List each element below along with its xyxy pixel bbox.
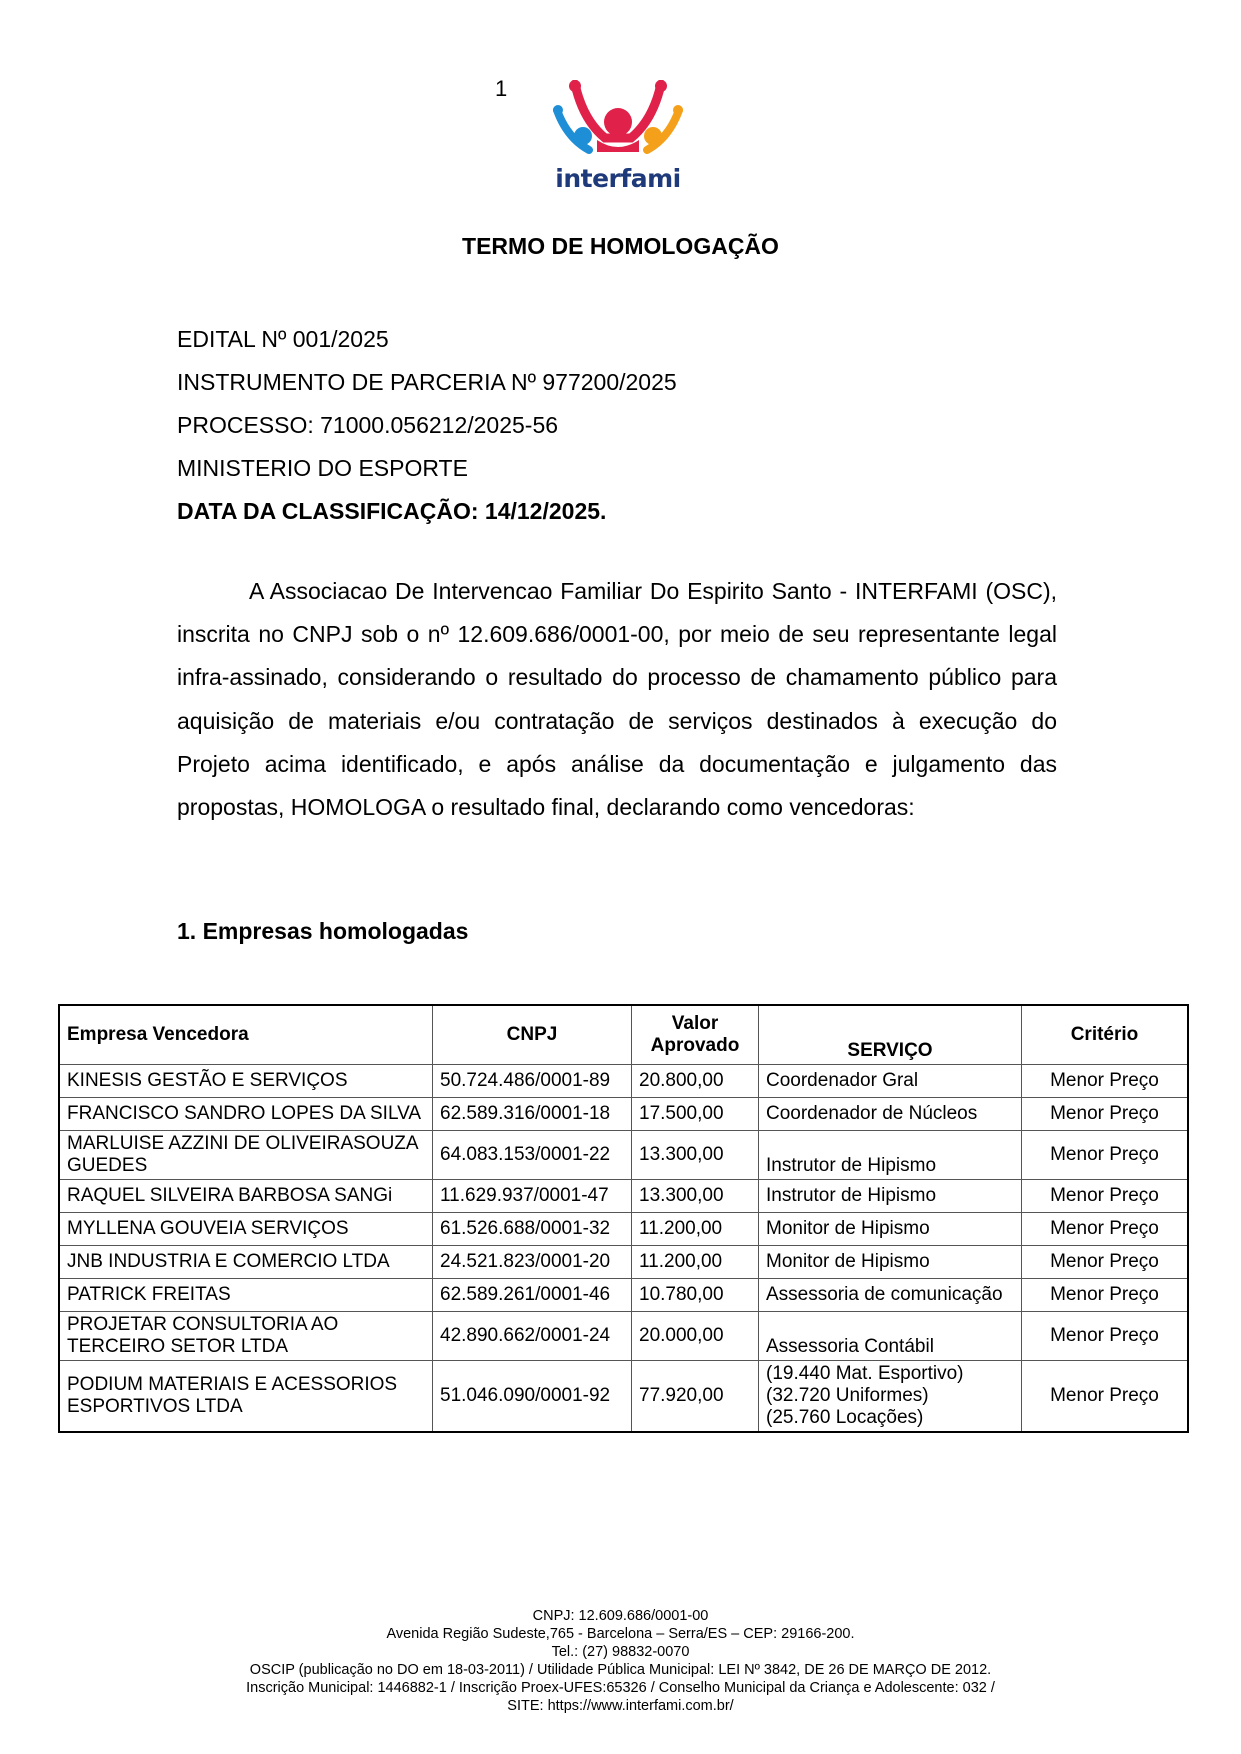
document-meta: [177, 318, 677, 533]
cell-servico: Assessoria de comunicação: [759, 1279, 1022, 1312]
table-row: [59, 1361, 1188, 1433]
footer-site-link[interactable]: SITE: https://www.interfami.com.br/: [507, 1698, 734, 1714]
cell-servico: Instrutor de Hipismo: [759, 1180, 1022, 1213]
data-classificacao: DATA DA CLASSIFICAÇÃO: 14/12/2025.: [177, 498, 607, 524]
footer-registrations: Inscrição Municipal: 1446882-1 / Inscrição Proex-UFES:65326 / Conselho Municipal da Criança e Adolescente: 032 /: [246, 1680, 995, 1696]
cell-valor: 20.800,00: [632, 1065, 759, 1098]
footer-oscip: OSCIP (publicação no DO em 18-03-2011) / Utilidade Pública Municipal: LEI Nº 3842, DE 26 DE MARÇO DE 2012.: [249, 1662, 992, 1678]
cell-valor: 11.200,00: [632, 1246, 759, 1279]
ministerio: MINISTERIO DO ESPORTE: [177, 455, 468, 481]
cell-servico: Coordenador de Núcleos: [759, 1098, 1022, 1131]
instrumento-parceria: INSTRUMENTO DE PARCERIA Nº 977200/2025: [177, 369, 677, 395]
cell-valor: 13.300,00: [632, 1131, 759, 1180]
header-cnpj: CNPJ: [433, 1005, 632, 1065]
cell-servico: [759, 1361, 1022, 1433]
cell-servico: Monitor de Hipismo: [759, 1213, 1022, 1246]
cell-valor: 13.300,00: [632, 1180, 759, 1213]
cell-cnpj: 61.526.688/0001-32: [433, 1213, 632, 1246]
cell-servico: Coordenador Gral: [759, 1065, 1022, 1098]
cell-empresa: PODIUM MATERIAIS E ACESSORIOS ESPORTIVOS LTDA: [59, 1361, 433, 1433]
table-row: [59, 1098, 1188, 1131]
header-servico: SERVIÇO: [759, 1005, 1022, 1065]
cell-empresa: MARLUISE AZZINI DE OLIVEIRASOUZA GUEDES: [59, 1131, 433, 1180]
cell-criterio: Menor Preço: [1022, 1131, 1189, 1180]
section-title: 1. Empresas homologadas: [177, 918, 469, 944]
cell-empresa: MYLLENA GOUVEIA SERVIÇOS: [59, 1213, 433, 1246]
table-row: [59, 1131, 1188, 1180]
logo-figures-icon: [553, 80, 683, 164]
servico-line: (25.760 Locações): [766, 1407, 924, 1428]
cell-criterio: Menor Preço: [1022, 1098, 1189, 1131]
cell-valor: 17.500,00: [632, 1098, 759, 1131]
cell-empresa: PATRICK FREITAS: [59, 1279, 433, 1312]
footer-cnpj: CNPJ: 12.609.686/0001-00: [532, 1608, 709, 1624]
cell-servico: Monitor de Hipismo: [759, 1246, 1022, 1279]
servico-line: (32.720 Uniformes): [766, 1385, 929, 1406]
cell-cnpj: 42.890.662/0001-24: [433, 1312, 632, 1361]
table-row: [59, 1312, 1188, 1361]
table-row: [59, 1065, 1188, 1098]
header-valor: Valor Aprovado: [632, 1005, 759, 1065]
table-row: [59, 1246, 1188, 1279]
cell-criterio: Menor Preço: [1022, 1279, 1189, 1312]
edital-number: EDITAL Nº 001/2025: [177, 326, 389, 352]
cell-empresa: KINESIS GESTÃO E SERVIÇOS: [59, 1065, 433, 1098]
document-title: TERMO DE HOMOLOGAÇÃO: [462, 233, 779, 259]
header-criterio: Critério: [1022, 1005, 1189, 1065]
cell-empresa: PROJETAR CONSULTORIA AO TERCEIRO SETOR LTDA: [59, 1312, 433, 1361]
cell-criterio: Menor Preço: [1022, 1246, 1189, 1279]
cell-valor: 20.000,00: [632, 1312, 759, 1361]
cell-criterio: Menor Preço: [1022, 1361, 1189, 1433]
logo-text: interfami: [555, 164, 681, 193]
interfami-logo: [553, 80, 683, 195]
homologated-companies-table: [58, 1004, 1189, 1433]
cell-criterio: Menor Preço: [1022, 1180, 1189, 1213]
table-row: [59, 1279, 1188, 1312]
cell-cnpj: 62.589.316/0001-18: [433, 1098, 632, 1131]
page-number: 1: [495, 76, 508, 101]
paragraph-text: A Associacao De Intervencao Familiar Do Espirito Santo - INTERFAMI (OSC), inscrita no CNPJ sob o nº 12.609.686/0001-00, por meio de seu representante legal infra-assinado, considerando o resultado do processo de chamamento público para aquisição de materiais e/ou contratação de serviços destinados à execução do Projeto acima identificado, e após análise da documentação e julgamento das propostas, HOMOLOGA o resultado final, declarando como vencedoras:: [177, 578, 1057, 821]
cell-cnpj: 24.521.823/0001-20: [433, 1246, 632, 1279]
cell-empresa: JNB INDUSTRIA E COMERCIO LTDA: [59, 1246, 433, 1279]
cell-criterio: Menor Preço: [1022, 1312, 1189, 1361]
cell-empresa: FRANCISCO SANDRO LOPES DA SILVA: [59, 1098, 433, 1131]
cell-valor: 10.780,00: [632, 1279, 759, 1312]
cell-criterio: Menor Preço: [1022, 1065, 1189, 1098]
cell-cnpj: 50.724.486/0001-89: [433, 1065, 632, 1098]
page-footer: [0, 1607, 1241, 1715]
footer-phone: Tel.: (27) 98832-0070: [551, 1644, 690, 1660]
header-empresa: Empresa Vencedora: [59, 1005, 433, 1065]
cell-cnpj: 62.589.261/0001-46: [433, 1279, 632, 1312]
cell-cnpj: 51.046.090/0001-92: [433, 1361, 632, 1433]
cell-valor: 77.920,00: [632, 1361, 759, 1433]
cell-cnpj: 11.629.937/0001-47: [433, 1180, 632, 1213]
cell-valor: 11.200,00: [632, 1213, 759, 1246]
cell-empresa: RAQUEL SILVEIRA BARBOSA SANGi: [59, 1180, 433, 1213]
table-header-row: [59, 1005, 1188, 1065]
processo-number: PROCESSO: 71000.056212/2025-56: [177, 412, 559, 438]
cell-servico: Instrutor de Hipismo: [759, 1131, 1022, 1180]
cell-servico: Assessoria Contábil: [759, 1312, 1022, 1361]
footer-address: Avenida Região Sudeste,765 - Barcelona – Serra/ES – CEP: 29166-200.: [386, 1626, 855, 1642]
cell-criterio: Menor Preço: [1022, 1213, 1189, 1246]
cell-cnpj: 64.083.153/0001-22: [433, 1131, 632, 1180]
homologation-paragraph: [177, 570, 1057, 829]
table-row: [59, 1213, 1188, 1246]
table-row: [59, 1180, 1188, 1213]
servico-line: (19.440 Mat. Esportivo): [766, 1363, 964, 1384]
